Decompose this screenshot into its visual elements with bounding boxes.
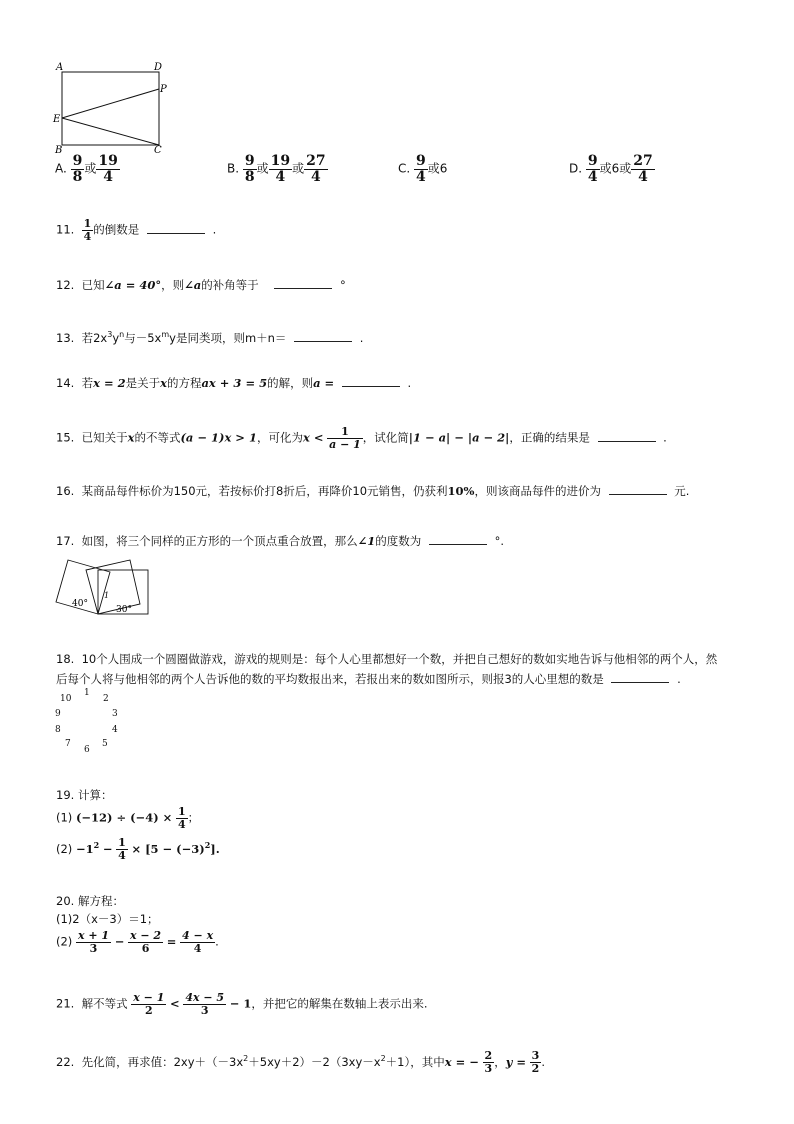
angle-30-label: 30° [116, 605, 132, 615]
answer-blank-16[interactable] [609, 493, 667, 495]
question-12: 12. 已知∠a = 40°，则∠a的补角等于 ° [56, 278, 346, 292]
question-18: 18. 10个人围成一个圆圈做游戏，游戏的规则是：每个人心里都想好一个数，并把自己想好的数如实地告诉与他相邻的两个人，然 [56, 652, 718, 666]
question-19-part-1: (1) (−12) ÷ (−4) × $\frac{1}{4}$ ； [56, 805, 200, 831]
question-13: 13. 若$2x^3y^n$与$-5x^my$是同类项，则m＋n＝ . [56, 330, 364, 345]
q10-rectangle-figure [50, 58, 180, 154]
label-E: E [53, 114, 61, 125]
circle-num-7: 7 [65, 739, 71, 749]
answer-blank-12[interactable] [274, 287, 332, 289]
question-11: 11. $\frac{1}{4}$ 的倒数是 . [56, 217, 217, 243]
circle-num-10: 10 [60, 694, 72, 704]
circle-num-9: 9 [55, 709, 61, 719]
circle-num-4: 4 [112, 725, 118, 735]
q10-option-c[interactable]: C. $\frac{9}{4}$ 或6 [398, 153, 448, 185]
label-B: B [55, 145, 63, 154]
label-D: D [154, 62, 163, 73]
answer-blank-18[interactable] [611, 681, 669, 683]
q10-option-a[interactable]: A. $\frac{9}{8}$ 或 $\frac{19}{4}$ [55, 153, 118, 185]
answer-blank-14[interactable] [342, 385, 400, 387]
answer-blank-11[interactable] [147, 232, 205, 234]
question-20-part-2: (2) $\frac{x + 1}{3}$ − $\frac{x - 2}{6}$ = $\frac{4 - x}{4}$ . [56, 929, 219, 955]
circle-num-1: 1 [84, 688, 90, 698]
question-22: 22. 先化简，再求值：$2xy+(-3x^2+5xy+2)-2(3xy-x^2+1)$，其中x = − $\frac{2}{3}$ ，y = $\frac{3}{2}$ . [56, 1049, 545, 1075]
question-20-part-1: (1)2（x－3）＝1； [56, 912, 159, 926]
circle-num-6: 6 [84, 745, 90, 755]
label-P: P [160, 84, 167, 95]
angle-40-label: 40° [72, 599, 88, 609]
circle-num-5: 5 [102, 739, 108, 749]
answer-blank-17[interactable] [429, 543, 487, 545]
question-17: 17. 如图，将三个同样的正方形的一个顶点重合放置，那么∠1的度数为 °. [56, 534, 504, 548]
question-18-line2: 后每个人将与他相邻的两个人告诉他的数的平均数报出来，若报出来的数如图所示，则报3的人心里想的数是 . [56, 672, 681, 686]
label-A: A [56, 62, 64, 73]
q10-option-d[interactable]: D. $\frac{9}{4}$ 或6或 $\frac{27}{4}$ [569, 153, 653, 185]
question-14: 14. 若x = 2是关于x的方程ax + 3 = 5的解，则a = . [56, 376, 412, 390]
question-15: 15. 已知关于x的不等式(a − 1)x > 1，可化为x < $\frac{1}{a - 1}$ ，试化简|1 − a| − |a − 2|，正确的结果是 . [56, 425, 667, 451]
answer-blank-13[interactable] [294, 340, 352, 342]
question-19: 19. 计算： [56, 788, 113, 802]
circle-num-3: 3 [112, 709, 118, 719]
q10-option-b[interactable]: B. $\frac{9}{8}$ 或 $\frac{19}{4}$ 或 $\frac{27}{4}$ [227, 153, 326, 185]
circle-num-2: 2 [103, 694, 109, 704]
question-21: 21. 解不等式 $\frac{x - 1}{2}$ < $\frac{4x - 5}{3}$ − 1，并把它的解集在数轴上表示出来. [56, 991, 428, 1017]
question-19-part-2: $(2) -1^2$ − $\frac{1}{4}$ × $[5 - (-3)^2]$. [56, 836, 220, 862]
label-C: C [154, 145, 162, 154]
circle-num-8: 8 [55, 725, 61, 735]
three-squares-figure [52, 556, 152, 618]
answer-blank-15[interactable] [598, 440, 656, 442]
question-20: 20. 解方程： [56, 894, 124, 908]
angle-1-label: 1 [104, 591, 110, 600]
question-16: 16. 某商品每件标价为150元，若按标价打8折后，再降价10元销售，仍获利10%，则该商品每件的进价为 元. [56, 484, 690, 498]
